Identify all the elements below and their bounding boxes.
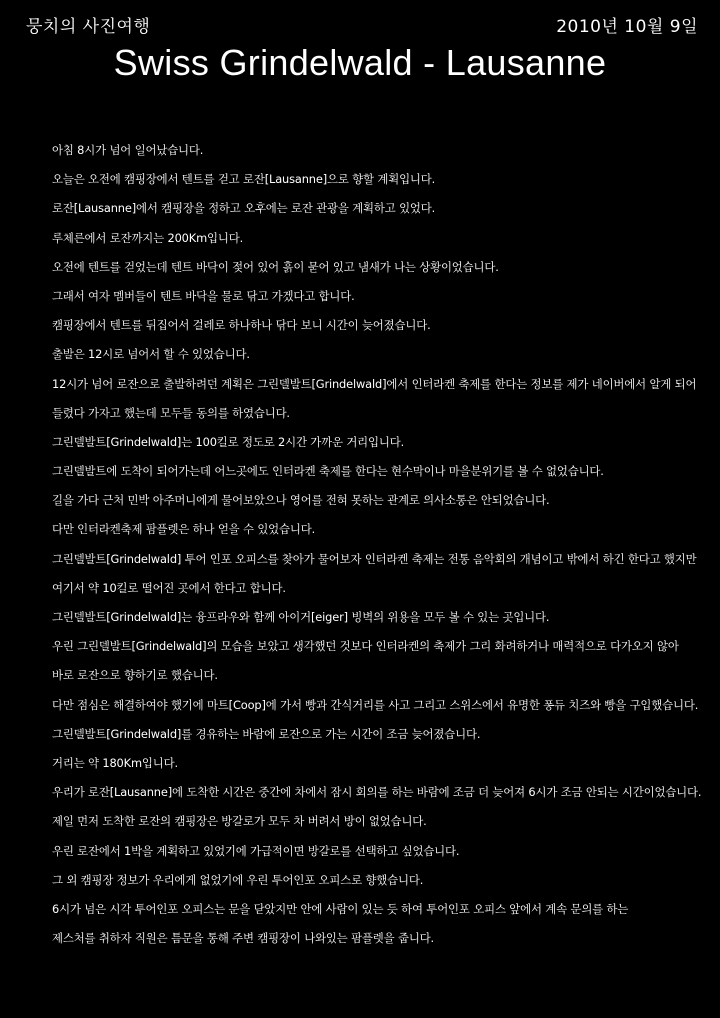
body-line: 그린델발트[Grindelwald] 투어 인포 오피스를 찾아가 물어보자 인터라켄 축제는 전통 음악회의 개념이고 밖에서 하긴 한다고 했지만 [52, 551, 697, 566]
body-line: 그 외 캠핑장 정보가 우리에게 없었기에 우린 투어인포 오피스로 향했습니다. [52, 872, 424, 887]
body-line: 우린 로잔에서 1박을 계획하고 있었기에 가급적이면 방갈로를 선택하고 싶었습니다. [52, 843, 460, 858]
body-line: 그린델발트에 도착이 되어가는데 어느곳에도 인터라켄 축제를 한다는 현수막이나 마을분위기를 볼 수 없었습니다. [52, 464, 604, 479]
body-line: 출발은 12시로 넘어서 할 수 있었습니다. [52, 347, 250, 362]
body-line: 그래서 여자 멤버들이 텐트 바닥을 물로 닦고 가겠다고 합니다. [52, 288, 355, 303]
body-line: 우리가 로잔[Lausanne]에 도착한 시간은 중간에 차에서 잠시 회의를 하는 바람에 조금 더 늦어져 6시가 조금 안되는 시간이었습니다. [52, 785, 702, 800]
body-line: 다만 점심은 해결하여야 했기에 마트[Coop]에 가서 빵과 간식거리를 사고 그리고 스위스에서 유명한 퐁듀 치즈와 빵을 구입했습니다. [52, 697, 699, 712]
body-line: 제스처를 취하자 직원은 틈문을 통해 주변 캠핑장이 나와있는 팜플렛을 줍니다. [52, 931, 435, 946]
body-line: 길을 가다 근처 민박 아주머니에게 물어보았으나 영어를 전혀 못하는 관계로 의사소통은 안되었습니다. [52, 493, 550, 508]
body-line: 12시가 넘어 로잔으로 출발하려던 계획은 그린델발트[Grindelwald]에서 인터라켄 축제를 한다는 정보를 제가 네이버에서 알게 되어 [52, 376, 697, 391]
body-line: 6시가 넘은 시각 투어인포 오피스는 문을 닫았지만 안에 사람이 있는 듯 하여 투어인포 오피스 앞에서 계속 문의를 하는 [52, 901, 629, 916]
body-line: 루체른에서 로잔까지는 200Km입니다. [52, 230, 244, 245]
body-line: 그린델발트[Grindelwald]는 융프라우와 함께 아이거[eiger] 빙벽의 위용을 모두 볼 수 있는 곳입니다. [52, 610, 550, 624]
body-line: 그린델발트[Grindelwald]를 경유하는 바람에 로잔으로 가는 시간이 조금 늦어졌습니다. [52, 726, 481, 741]
body-line: 아침 8시가 넘어 일어났습니다. [52, 143, 204, 157]
body-line: 바로 로잔으로 향하기로 했습니다. [52, 668, 218, 683]
body-line: 오늘은 오전에 캠핑장에서 텐트를 걷고 로잔[Lausanne]으로 향할 계획입니다. [52, 172, 436, 187]
series-label: 뭉치의 사진여행 [26, 17, 151, 37]
date-label: 2010년 10월 9일 [556, 17, 698, 37]
body-line: 캠핑장에서 텐트를 뒤집어서 걸레로 하나하나 닦다 보니 시간이 늦어졌습니다. [52, 318, 431, 333]
body-line: 들렸다 가자고 했는데 모두들 동의를 하였습니다. [52, 405, 290, 420]
body-line: 여기서 약 10킬로 떨어진 곳에서 한다고 합니다. [52, 580, 286, 595]
body-line: 거리는 약 180Km입니다. [52, 755, 178, 770]
body-line: 다만 인터라켄축제 팜플렛은 하나 얻을 수 있었습니다. [52, 522, 316, 537]
body-line: 오전에 텐트를 걷었는데 텐트 바닥이 젖어 있어 흙이 묻어 있고 냄새가 나는 상황이었습니다. [52, 259, 499, 274]
body-line: 그린델발트[Grindelwald]는 100킬로 정도로 2시간 가까운 거리입니다. [52, 434, 405, 449]
body-line: 로잔[Lausanne]에서 캠핑장을 정하고 오후에는 로잔 관광을 계획하고 있었다. [52, 201, 436, 216]
body-line: 제일 먼저 도착한 로잔의 캠핑장은 방갈로가 모두 차 버려서 방이 없었습니다. [52, 814, 427, 829]
body-line: 우린 그린델발트[Grindelwald]의 모습을 보았고 생각했던 것보다 인터라켄의 축제가 그리 화려하거나 매력적으로 다가오지 않아 [52, 639, 679, 654]
article-body [52, 136, 712, 953]
page-title: Swiss Grindelwald - Lausanne [113, 42, 607, 83]
